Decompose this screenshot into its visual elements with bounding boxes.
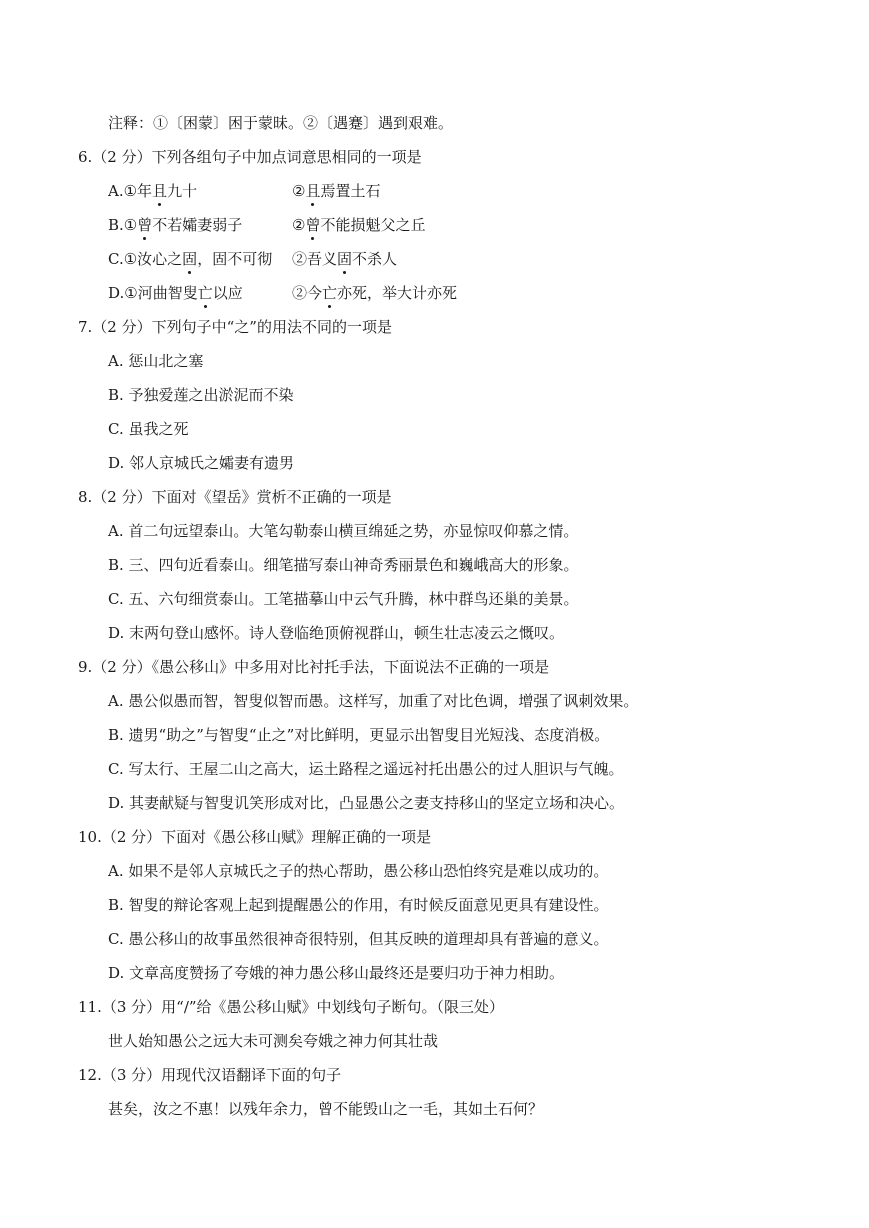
q8-option-b: B. 三、四句近看泰山。细笔描写泰山神奇秀丽景色和巍峨高大的形象。 [108, 556, 579, 574]
q7-option-b: B. 予独爱莲之出淤泥而不染 [108, 386, 294, 404]
q10-option-a: A. 如果不是邻人京城氏之子的热心帮助，愚公移山恐怕终究是难以成功的。 [108, 862, 609, 880]
question-7-stem: 7.（2 分）下列句子中“之”的用法不同的一项是 [78, 318, 392, 336]
q12-sentence: 甚矣，汝之不惠！以残年余力，曾不能毁山之一毛，其如土石何？ [108, 1100, 544, 1118]
question-9-stem: 9.（2 分）《愚公移山》中多用对比衬托手法，下面说法不正确的一项是 [78, 658, 550, 676]
q9-option-c: C. 写太行、王屋二山之高大，运土路程之遥远衬托出愚公的过人胆识与气魄。 [108, 760, 624, 778]
annotation-note: 注释：①〔困蒙〕困于蒙昧。②〔遇蹇〕遇到艰难。 [108, 114, 454, 132]
q8-option-c: C. 五、六句细赏泰山。工笔描摹山中云气升腾，林中群鸟还巢的美景。 [108, 590, 579, 608]
q6-option-c-part1: C.①汝心之固，固不可彻 [108, 250, 273, 268]
q9-option-d: D. 其妻献疑与智叟讥笑形成对比，凸显愚公之妻支持移山的坚定立场和决心。 [108, 794, 625, 812]
q6-option-d-part1: D.①河曲智叟亡以应 [108, 284, 243, 302]
q6-option-d-part2: ②今亡亦死，举大计亦死 [292, 284, 458, 302]
q6-option-c-part2: ②吾义固不杀人 [292, 250, 398, 268]
q6-option-a-part1: A.①年且九十 [108, 182, 198, 200]
emphasis-dot-char: 亡 [322, 284, 338, 302]
emphasis-dot-char: 曾 [137, 216, 153, 234]
q11-sentence: 世人始知愚公之远大未可测矣夸娥之神力何其壮哉 [108, 1032, 439, 1050]
q10-option-d: D. 文章高度赞扬了夸娥的神力愚公移山最终还是要归功于神力相助。 [108, 964, 565, 982]
q10-option-c: C. 愚公移山的故事虽然很神奇很特别，但其反映的道理却具有普遍的意义。 [108, 930, 609, 948]
emphasis-dot-char: 固 [182, 250, 198, 268]
q7-option-d: D. 邻人京城氏之孀妻有遗男 [108, 454, 295, 472]
q6-option-a-part2: ②且焉置土石 [292, 182, 381, 200]
emphasis-dot-char: 固 [337, 250, 353, 268]
question-8-stem: 8.（2 分）下面对《望岳》赏析不正确的一项是 [78, 488, 392, 506]
q10-option-b: B. 智叟的辩论客观上起到提醒愚公的作用，有时候反面意见更具有建设性。 [108, 896, 609, 914]
emphasis-dot-char: 曾 [305, 216, 321, 234]
q8-option-d: D. 末两句登山感怀。诗人登临绝顶俯视群山，顿生壮志凌云之慨叹。 [108, 624, 565, 642]
emphasis-dot-char: 亡 [197, 284, 213, 302]
question-6-stem: 6.（2 分）下列各组句子中加点词意思相同的一项是 [78, 148, 422, 166]
emphasis-dot-char: 且 [152, 182, 168, 200]
question-10-stem: 10.（2 分）下面对《愚公移山赋》理解正确的一项是 [78, 828, 432, 846]
q6-option-b-part1: B.①曾不若孀妻弱子 [108, 216, 243, 234]
q8-option-a: A. 首二句远望泰山。大笔勾勒泰山横亘绵延之势，亦显惊叹仰慕之情。 [108, 522, 579, 540]
q9-option-a: A. 愚公似愚而智，智叟似智而愚。这样写，加重了对比色调，增强了讽刺效果。 [108, 692, 639, 710]
q9-option-b: B. 遗男“助之”与智叟“止之”对比鲜明，更显示出智叟目光短浅、态度消极。 [108, 726, 610, 744]
q6-option-b-part2: ②曾不能损魁父之丘 [292, 216, 426, 234]
question-12-stem: 12.（3 分）用现代汉语翻译下面的句子 [78, 1066, 342, 1084]
question-11-stem: 11.（3 分）用“/”给《愚公移山赋》中划线句子断句。（限三处） [78, 998, 505, 1016]
q7-option-a: A. 惩山北之塞 [108, 352, 204, 370]
q7-option-c: C. 虽我之死 [108, 420, 189, 438]
emphasis-dot-char: 且 [305, 182, 321, 200]
